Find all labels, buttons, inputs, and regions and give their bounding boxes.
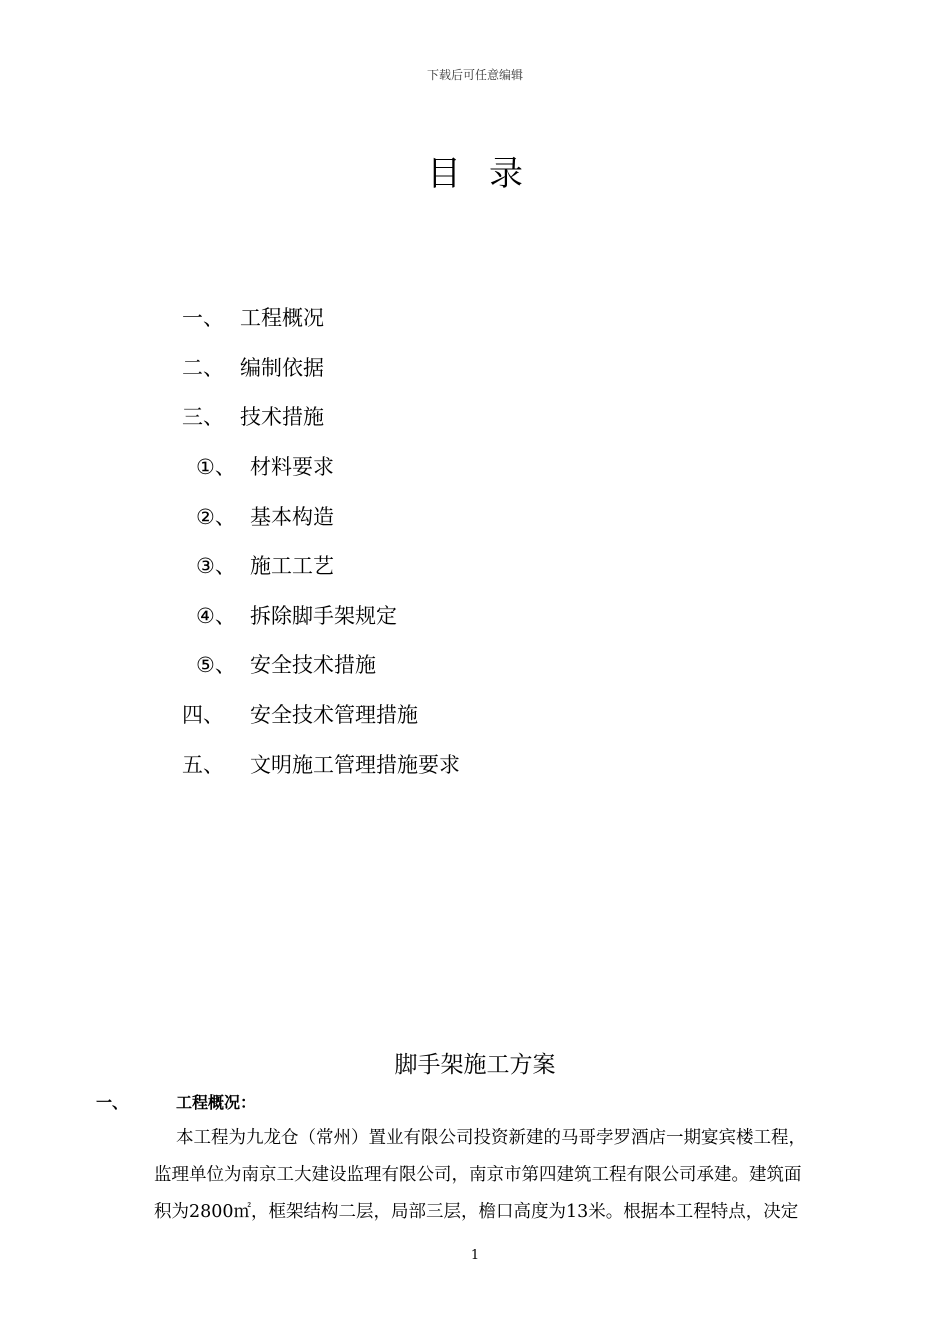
page-number: 1 (470, 1248, 480, 1263)
toc-item-number: 一、 (182, 306, 224, 330)
section-number: 一、 (96, 1093, 129, 1112)
body-line: 本工程为九龙仓（常州）置业有限公司投资新建的马哥孛罗酒店一期宴宾楼工程， (176, 1128, 806, 1148)
toc-item-number: 二、 (182, 356, 224, 380)
toc-item-label: 材料要求 (250, 455, 334, 479)
toc-item-label: 基本构造 (250, 505, 334, 529)
toc-item-label: 拆除脚手架规定 (250, 604, 397, 628)
toc-item-label: 编制依据 (240, 356, 324, 380)
toc-title-char: 录 (489, 154, 523, 194)
toc-item-label: 技术措施 (240, 405, 324, 429)
toc-item-number: 四、 (182, 703, 224, 727)
toc-item-number: ③、 (196, 554, 236, 578)
toc-item-number: 五、 (182, 753, 224, 777)
toc-item-label: 施工工艺 (250, 554, 334, 578)
toc-item-label: 安全技术措施 (250, 653, 376, 677)
toc-title-char: 目 (427, 154, 461, 194)
document-title: 脚手架施工方案 (394, 1052, 556, 1078)
body-paragraph (154, 1120, 870, 1231)
toc-item-label: 工程概况 (240, 306, 324, 330)
toc-item-number: ②、 (196, 505, 236, 529)
body-line: 积为2800㎡，框架结构二层，局部三层，檐口高度为13米。根据本工程特点，决定 (154, 1202, 799, 1222)
toc-item-label: 文明施工管理措施要求 (250, 753, 460, 777)
toc-item-label: 安全技术管理措施 (250, 703, 418, 727)
header-note: 下载后可任意编辑 (426, 68, 523, 82)
toc-item-number: ①、 (196, 455, 236, 479)
section-heading (0, 1090, 950, 1116)
toc-item-number: ⑤、 (196, 653, 236, 677)
body-line: 监理单位为南京工大建设监理有限公司，南京市第四建筑工程有限公司承建。建筑面 (154, 1165, 802, 1185)
toc-item-number: ④、 (196, 604, 236, 628)
section-label: 工程概况： (176, 1093, 257, 1112)
toc-item-number: 三、 (182, 405, 224, 429)
toc-title (0, 146, 950, 195)
